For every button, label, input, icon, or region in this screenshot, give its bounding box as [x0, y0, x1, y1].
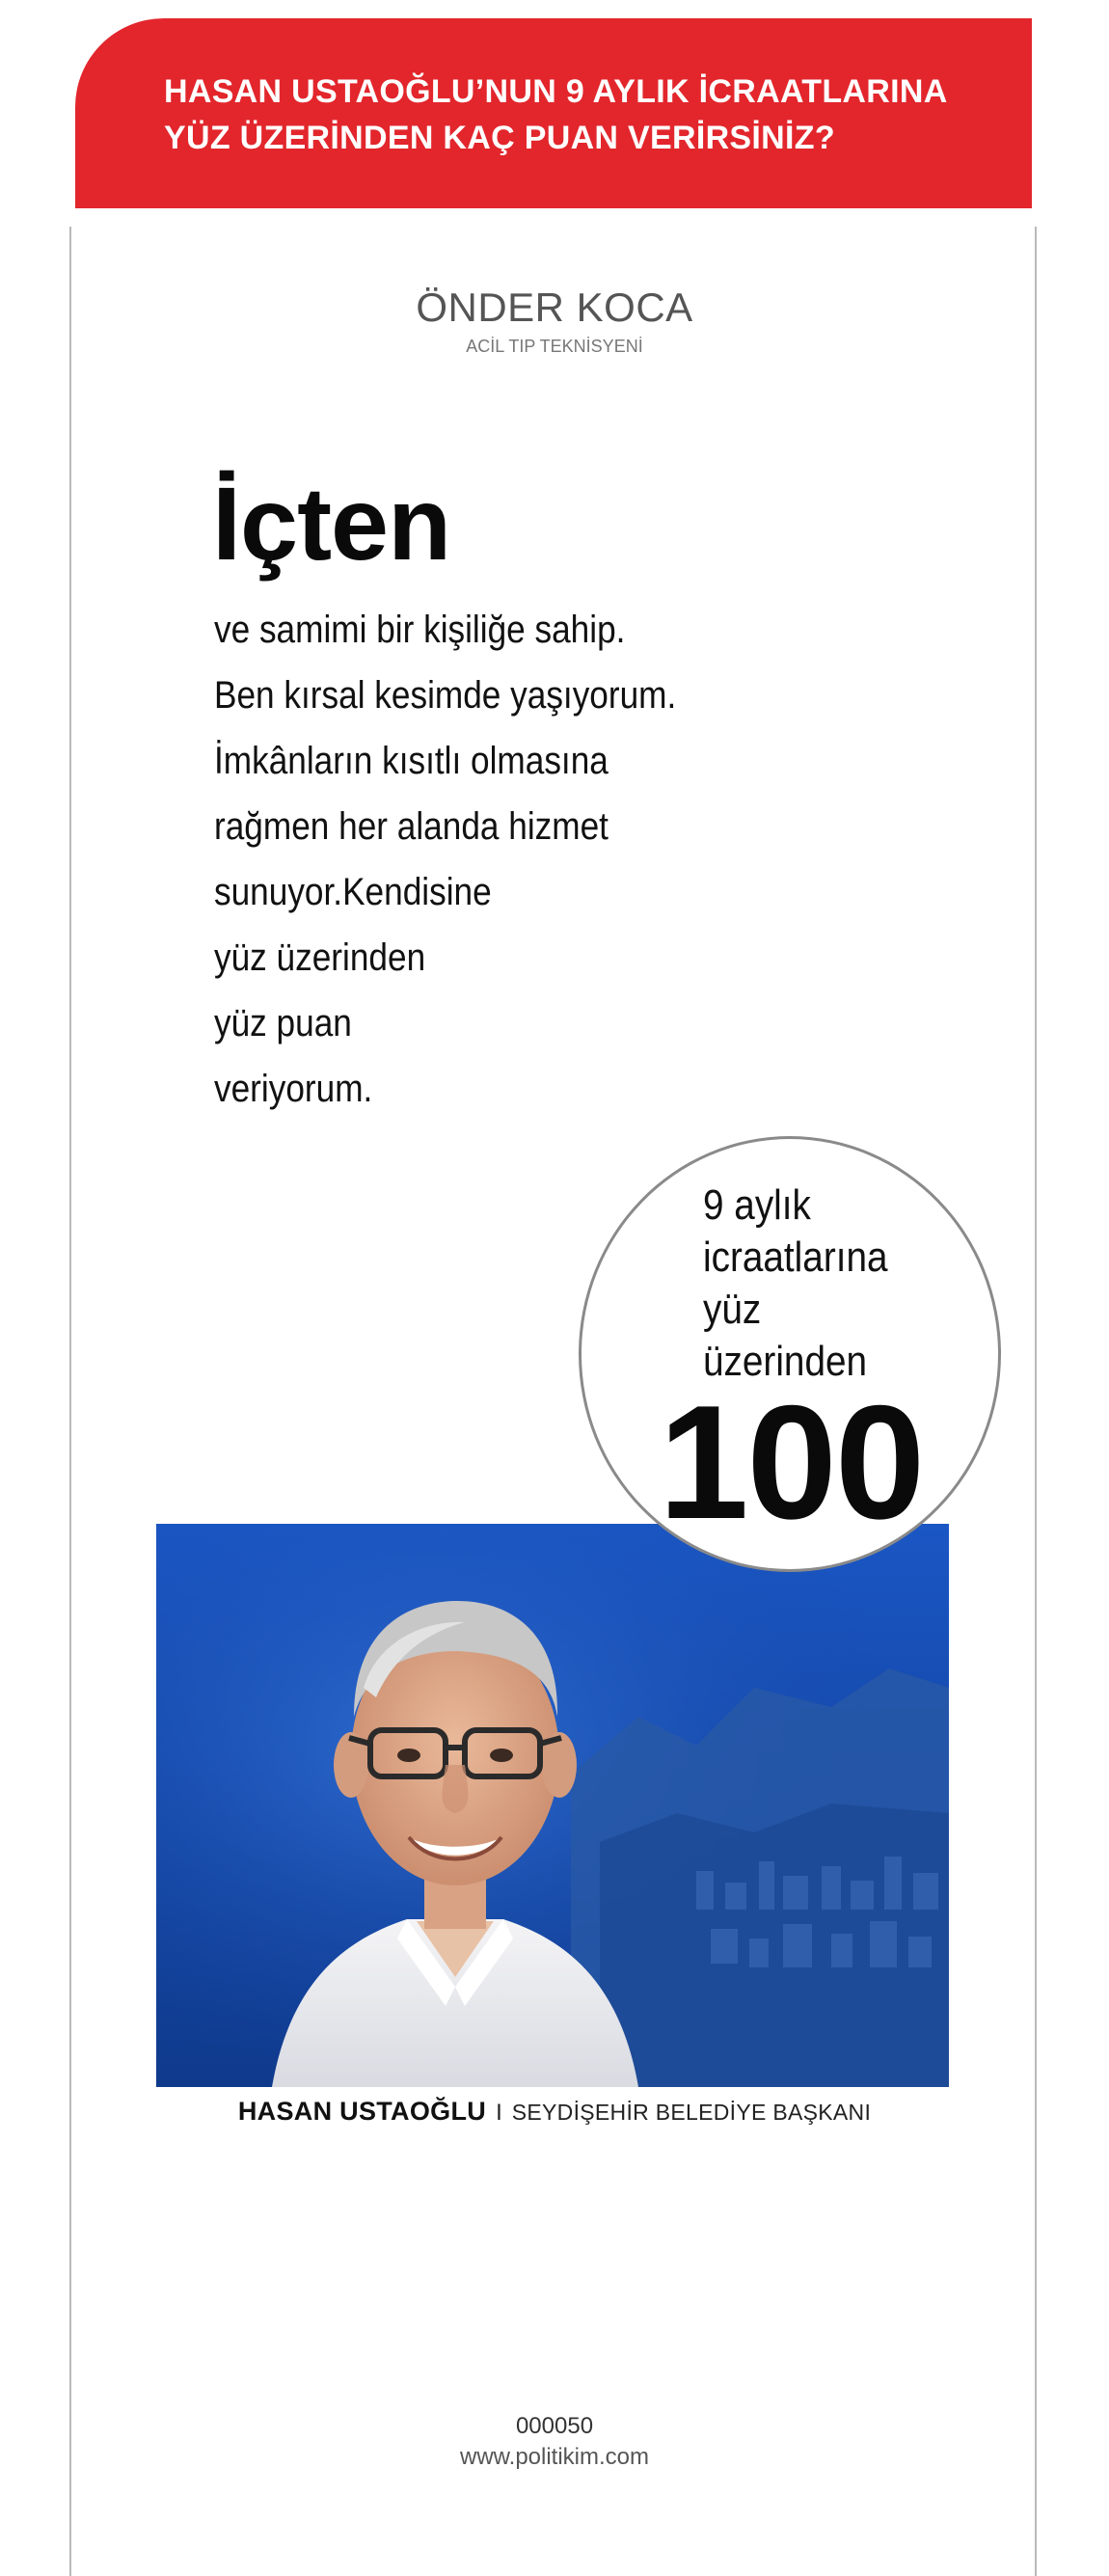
score-caption-line: yüz — [703, 1286, 762, 1333]
footer — [0, 2411, 1109, 2473]
quote-line: İmkânların kısıtlı olmasına — [214, 740, 609, 782]
quote-line: yüz puan — [214, 1002, 352, 1044]
portrait-illustration — [156, 1524, 949, 2087]
quote-line: yüz üzerinden — [214, 936, 426, 979]
question-banner — [75, 18, 1032, 208]
caption-separator: I — [496, 2100, 502, 2126]
mayor-role: SEYDİŞEHİR BELEDİYE BAŞKANI — [511, 2100, 872, 2125]
mayor-name: HASAN USTAOĞLU — [237, 2097, 487, 2126]
right-frame-line — [1035, 227, 1037, 2576]
mayor-portrait-photo — [156, 1524, 949, 2087]
left-frame-line — [69, 227, 71, 2576]
quote-line: veriyorum. — [214, 1068, 373, 1110]
question-line-1: HASAN USTAOĞLU’NUN 9 AYLIK İCRAATLARINA — [164, 73, 948, 110]
question-line-2: YÜZ ÜZERİNDEN KAÇ PUAN VERİRSİNİZ? — [164, 120, 835, 156]
website-link[interactable]: www.politikim.com — [459, 2444, 650, 2470]
quote-body — [214, 597, 740, 1122]
quote-headline: İçten — [212, 465, 451, 582]
quote-line: rağmen her alanda hizmet — [214, 805, 609, 848]
score-caption-line: icraatlarına — [703, 1234, 888, 1281]
author-title: ACİL TIP TEKNİSYENİ — [466, 337, 643, 356]
quote-line: sunuyor.Kendisine — [214, 871, 492, 913]
score-caption-line: üzerinden — [703, 1338, 868, 1385]
score-caption — [703, 1180, 913, 1388]
score-caption-line: 9 aylık — [703, 1181, 811, 1229]
author-block — [0, 284, 1109, 359]
photo-caption — [0, 2097, 1109, 2127]
score-value: 100 — [659, 1371, 924, 1553]
document-code: 000050 — [515, 2413, 594, 2439]
author-name: ÖNDER KOCA — [416, 285, 693, 330]
quote-line: Ben kırsal kesimde yaşıyorum. — [214, 674, 677, 717]
score-circle — [579, 1136, 1001, 1572]
quote-line: ve samimi bir kişiliğe sahip. — [214, 609, 626, 651]
